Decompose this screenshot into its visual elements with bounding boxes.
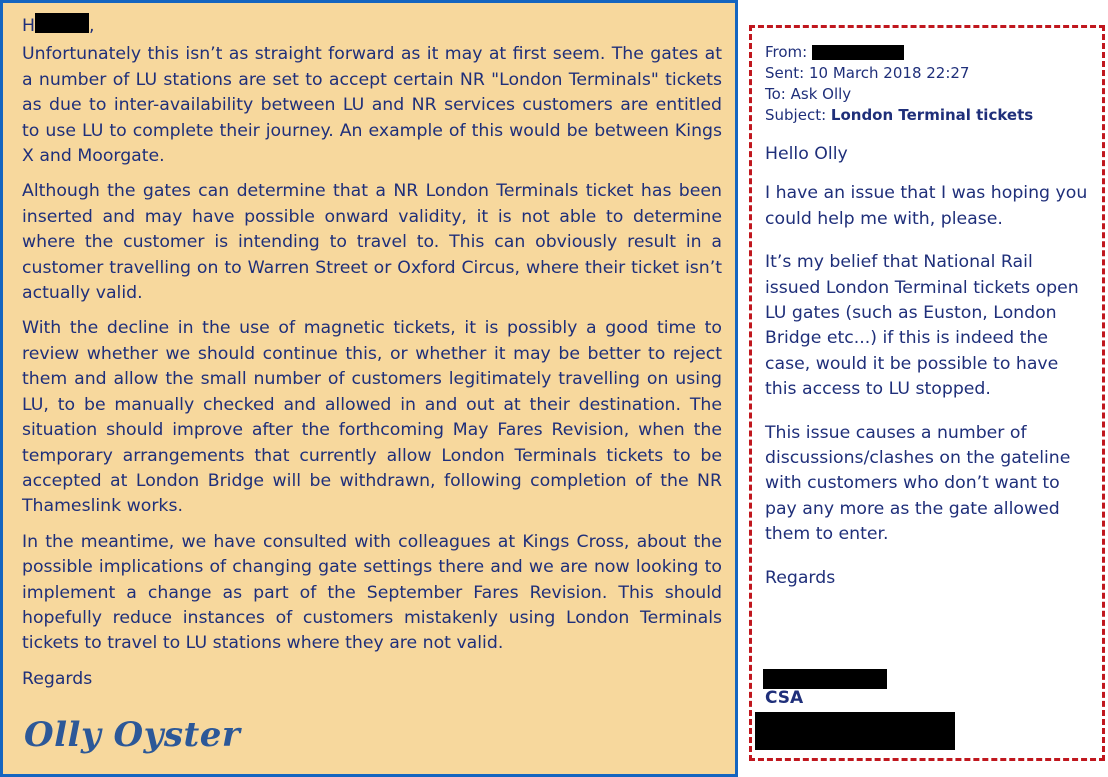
email-sent-line: Sent: 10 March 2018 22:27 bbox=[765, 64, 970, 82]
from-label: From: bbox=[765, 43, 808, 61]
redacted-signature-name bbox=[763, 669, 887, 689]
redacted-signature-details bbox=[755, 712, 955, 750]
email-role: CSA bbox=[765, 688, 804, 708]
email-to-line: To: Ask Olly bbox=[765, 85, 852, 103]
reply-paragraph-2: Although the gates can determine that a NR London Terminals ticket has been inserted and may have possible onward validity, it is not able to determine where the customer is intending to travel to. This can obviously result in a customer travelling on to Warren Street or Oxford Circus, where their ticket isn’t actually valid. bbox=[22, 181, 722, 304]
reply-greeting bbox=[22, 13, 722, 39]
reply-signature: Olly Oyster bbox=[24, 715, 241, 755]
email-paragraph-2: It’s my belief that National Rail issued London Terminal tickets open LU gates (such as Euston, London Bridge etc...) if this is indeed the case, would it be possible to have this access to LU stopped. bbox=[765, 252, 1079, 400]
reply-body bbox=[22, 13, 722, 702]
redacted-sender-box bbox=[812, 45, 904, 60]
email-from-line bbox=[765, 42, 1090, 63]
reply-paragraph-3: With the decline in the use of magnetic tickets, it is possibly a good time to review whether we should continue this, or whether it may be better to reject them and allow the small number of customers legitimately travelling on using LU, to be manually checked and allowed in and out at their destination. The situation should improve after the forthcoming May Fares Revision, when the temporary arrangements that currently allow London Terminals tickets to be accepted at London Bridge will be withdrawn, following completion of the NR Thameslink works. bbox=[22, 318, 722, 517]
email-closing: Regards bbox=[765, 567, 836, 588]
greeting-prefix: H bbox=[22, 16, 35, 36]
email-subject-line bbox=[765, 105, 1090, 126]
reply-closing: Regards bbox=[22, 668, 93, 689]
redacted-name-box bbox=[35, 13, 89, 33]
reply-paragraph-4: In the meantime, we have consulted with colleagues at Kings Cross, about the possible implications of changing gate settings there and we are now looking to implement a change as part of the September Fares Revision. This should hopefully reduce instances of customers mistakenly using London Terminals tickets to travel to LU stations where they are not valid. bbox=[22, 531, 722, 654]
email-paragraph-3: This issue causes a number of discussions/clashes on the gateline with customers who don’t want to pay any more as the gate allowed them to enter. bbox=[765, 422, 1071, 545]
greeting-suffix: , bbox=[89, 16, 95, 36]
subject-label: Subject: bbox=[765, 106, 831, 124]
email-message bbox=[765, 142, 1090, 591]
reply-paragraph-1: Unfortunately this isn’t as straight forward as it may at first seem. The gates at a number of LU stations are set to accept certain NR "London Terminals" tickets as due to inter-availability between LU and NR services customers are entitled to use LU to complete their journey. An example of this would be between Kings X and Moorgate. bbox=[22, 44, 722, 167]
email-paragraph-1: I have an issue that I was hoping you could help me with, please. bbox=[765, 183, 1088, 229]
email-header bbox=[765, 42, 1090, 126]
original-email-panel bbox=[749, 25, 1105, 761]
email-greeting: Hello Olly bbox=[765, 144, 848, 164]
subject-text: London Terminal tickets bbox=[830, 106, 1034, 124]
original-email-body bbox=[765, 42, 1090, 609]
